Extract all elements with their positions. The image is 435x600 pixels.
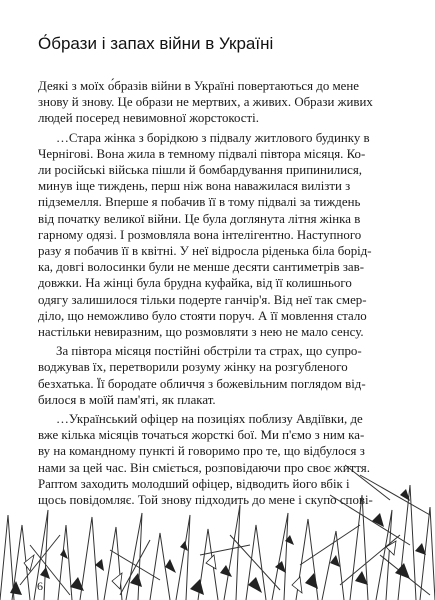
text-line: …Стара жінка з борідкою з підвалу житлового будинку в xyxy=(56,130,370,145)
text-line: діло, що неможливо було стояти поруч. А її мовлення стало xyxy=(38,308,367,323)
text-line: від початку великої війни. Це була доглянута літня жінка в xyxy=(38,211,361,226)
text-line: За півтора місяця постійні обстріли та страх, що супро- xyxy=(56,344,362,359)
text-line: знову й знову. Це образи не мертвих, а живих. Образи живих xyxy=(38,95,373,110)
text-line: воджував їх, перетворили розуму жінку на розгубленого xyxy=(38,360,348,375)
text-line: ву на командному пункті й говоримо про те, що відбулося з xyxy=(38,444,365,459)
text-line: минув іще тиждень, перш ніж вона наважилася вилізти з xyxy=(38,179,351,194)
text-line: Чернігові. Вона жила в темному підвалі півтора місяця. Ко- xyxy=(38,146,366,161)
text-line: одягу залишилося тільки подерте ганчір'я. Від неї так смер- xyxy=(38,292,367,307)
text-line: билося в моїй пам'яті, як плакат. xyxy=(38,392,216,407)
text-line: настільки невиразним, що розмовляти з нею не мало сенсу. xyxy=(38,325,364,340)
text-line: ли російські війська пішли й бомбардування припинилися, xyxy=(38,163,362,178)
text-line: вже кілька місяців точаться жорсткі бої. Ми п'ємо з ним ка- xyxy=(38,428,365,443)
body-text xyxy=(38,78,398,511)
text-line: людей посеред невимовної жорстокості. xyxy=(38,111,259,126)
chapter-title: О́брази і запах війни в Україні xyxy=(38,34,274,53)
paragraph-1 xyxy=(38,78,398,127)
text-line: Раптом заходить молодший офіцер, відводить його вбік і xyxy=(38,476,350,491)
text-line: гарному одязі. І розмовляла вона інтелігентно. Наступного xyxy=(38,227,362,242)
text-line: довжки. На жінці була брудна куфайка, від її колишнього xyxy=(38,276,352,291)
text-line: підземелля. Вперше я побачив її в тому підвалі за тиждень xyxy=(38,195,361,210)
page-number: 6 xyxy=(37,579,43,593)
text-line: щось повідомляє. Той знову підходить до мене і скупо спові- xyxy=(38,493,373,508)
text-line: безхатька. Її бородате обличчя з божевільним поглядом від- xyxy=(38,376,366,391)
text-line: нами за цей час. Він сміється, розповідаючи про своє життя. xyxy=(38,460,370,475)
text-line: разу я побачив її в квітні. У неї відросла ріденька біла борід- xyxy=(38,244,372,259)
paragraph-3 xyxy=(38,343,398,408)
text-line: Деякі з моїх о́бразів війни в Україні повертаються до мене xyxy=(38,79,360,93)
shattered-decoration xyxy=(0,455,435,600)
text-line: ка, довгі волосинки були не менше десяти сантиметрів зав- xyxy=(38,260,365,275)
text-line: …Український офіцер на позиціях поблизу Авдіївки, де xyxy=(56,412,363,427)
paragraph-2 xyxy=(38,130,398,341)
